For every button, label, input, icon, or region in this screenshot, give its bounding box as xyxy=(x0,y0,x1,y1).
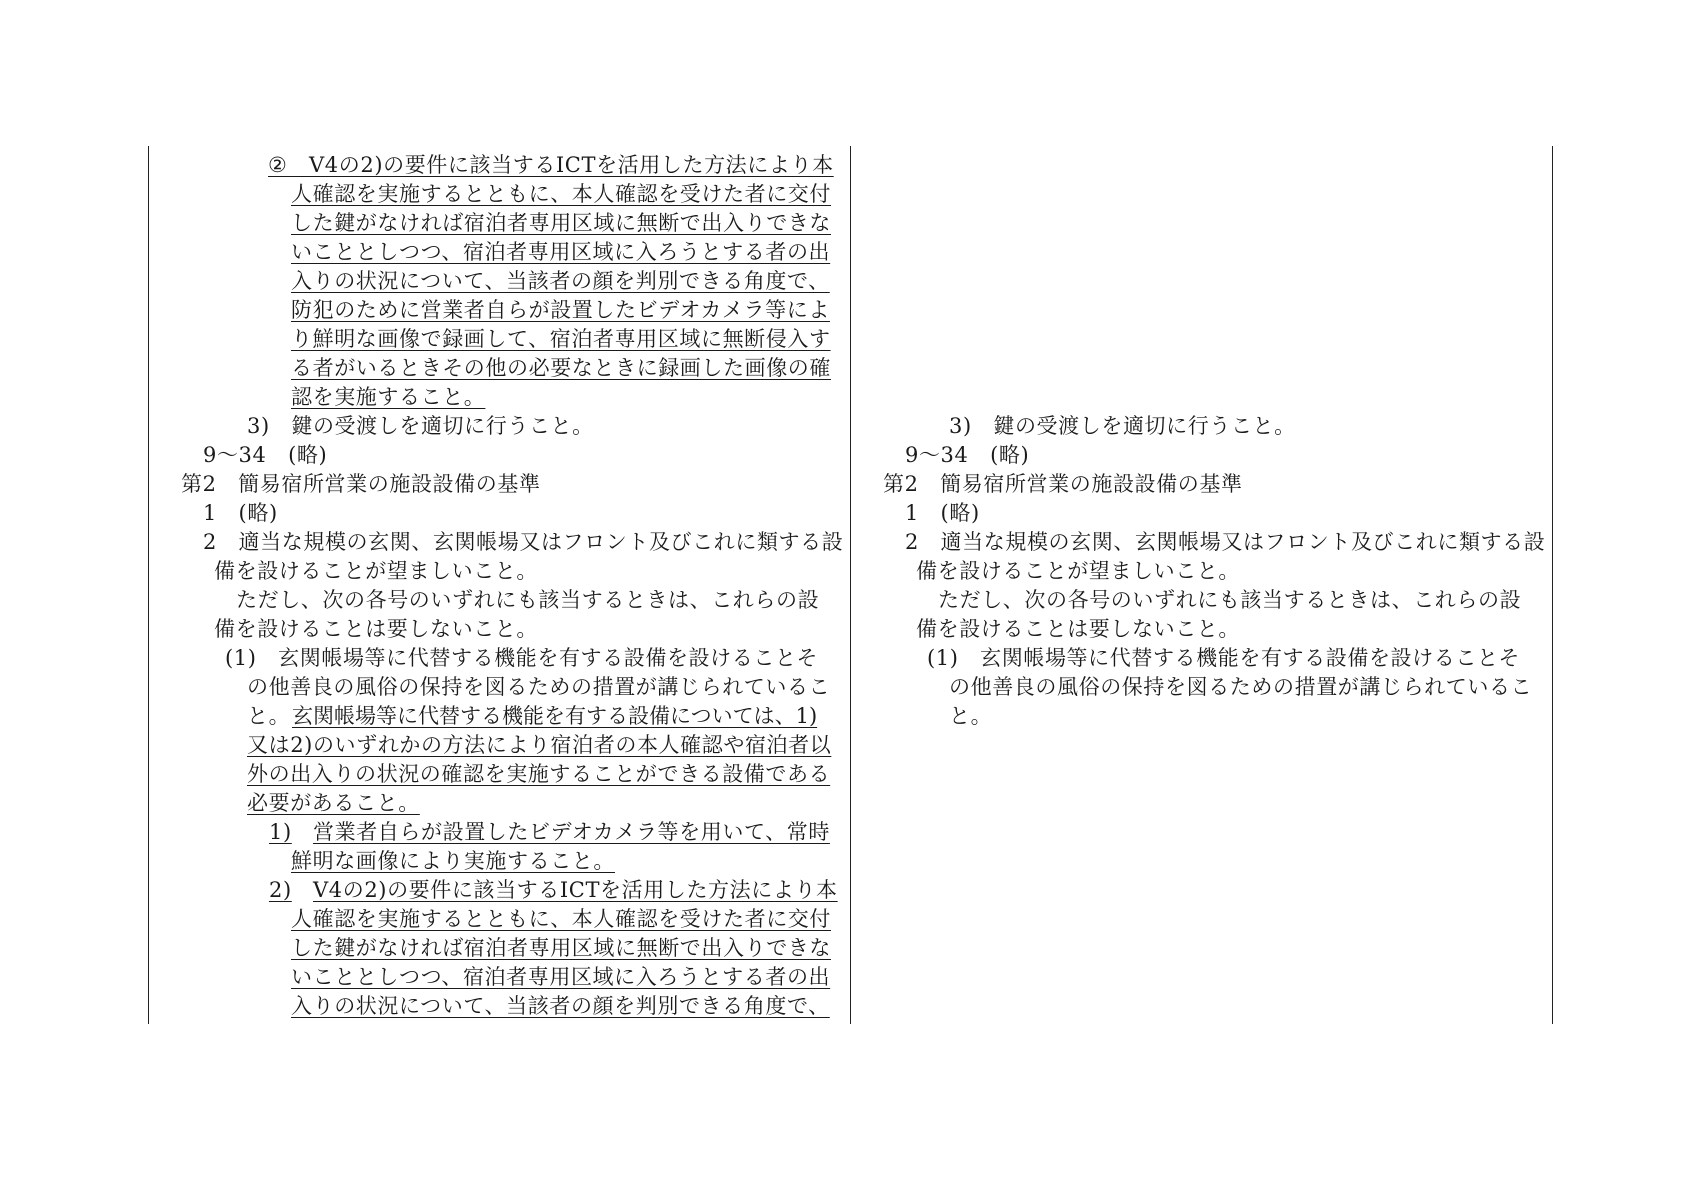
text-line: 2 適当な規模の玄関、玄関帳場又はフロント及びこれに類する設 xyxy=(905,530,1546,554)
text-line: 9～34 (略) xyxy=(905,443,1030,467)
text-line: ただし、次の各号のいずれにも該当するときは、これらの設 xyxy=(236,588,820,612)
text-line: (1) 玄関帳場等に代替する機能を有する設備を設けることそ xyxy=(225,646,819,670)
section-heading: 第2 簡易宿所営業の施設設備の基準 xyxy=(181,472,541,496)
text-line: 入りの状況について、当該者の顔を判別できる角度で、 xyxy=(291,269,830,293)
text-line: 備を設けることが望ましいこと。 xyxy=(916,559,1240,583)
table-border-right xyxy=(1552,146,1553,1024)
text-line: した鍵がなければ宿泊者専用区域に無断で出入りできな xyxy=(291,936,831,960)
section-heading: 第2 簡易宿所営業の施設設備の基準 xyxy=(883,472,1243,496)
text-line: 9～34 (略) xyxy=(203,443,328,467)
text-line: 3) 鍵の受渡しを適切に行うこと。 xyxy=(247,414,594,438)
text-line: ただし、次の各号のいずれにも該当するときは、これらの設 xyxy=(938,588,1522,612)
text-line: 認を実施すること。 xyxy=(291,385,486,409)
text-line: 1) xyxy=(269,820,292,844)
text-line: いこととしつつ、宿泊者専用区域に入ろうとする者の出 xyxy=(291,240,831,264)
text-line: 備を設けることは要しないこと。 xyxy=(916,617,1240,641)
text-line: 人確認を実施するとともに、本人確認を受けた者に交付 xyxy=(291,907,831,931)
table-border-left xyxy=(148,146,149,1024)
text-line: 2 適当な規模の玄関、玄関帳場又はフロント及びこれに類する設 xyxy=(203,530,844,554)
text-line: 必要があること。 xyxy=(247,791,420,815)
text-line: 鮮明な画像により実施すること。 xyxy=(291,849,615,873)
text-line: Ⅴ4の2)の要件に該当するICTを活用した方法により本 xyxy=(313,878,838,902)
text-line: (1) 玄関帳場等に代替する機能を有する設備を設けることそ xyxy=(927,646,1521,670)
text-line: 防犯のために営業者自らが設置したビデオカメラ等によ xyxy=(291,298,830,322)
text-line: る者がいるときその他の必要なときに録画した画像の確 xyxy=(291,356,831,380)
text-line: いこととしつつ、宿泊者専用区域に入ろうとする者の出 xyxy=(291,965,831,989)
text-line: 又は2)のいずれかの方法により宿泊者の本人確認や宿泊者以 xyxy=(247,733,832,757)
table-divider xyxy=(850,146,851,1024)
text-line: の他善良の風俗の保持を図るための措置が講じられているこ xyxy=(949,675,1533,699)
text-line: の他善良の風俗の保持を図るための措置が講じられているこ xyxy=(247,675,831,699)
text-line: 入りの状況について、当該者の顔を判別できる角度で、 xyxy=(291,994,830,1018)
text-line: と。 xyxy=(247,704,291,728)
text-line: 2) xyxy=(269,878,292,902)
text-line: 備を設けることが望ましいこと。 xyxy=(214,559,538,583)
text-line: 人確認を実施するとともに、本人確認を受けた者に交付 xyxy=(291,182,831,206)
text-line: 外の出入りの状況の確認を実施することができる設備である xyxy=(247,762,831,786)
text-line: り鮮明な画像で録画して、宿泊者専用区域に無断侵入す xyxy=(291,327,831,351)
text-line: 3) 鍵の受渡しを適切に行うこと。 xyxy=(949,414,1296,438)
text-line: ② Ⅴ4の2)の要件に該当するICTを活用した方法により本 xyxy=(268,153,834,177)
text-line: 1 (略) xyxy=(203,501,278,525)
text-line: と。 xyxy=(949,704,993,728)
text-line: 玄関帳場等に代替する機能を有する設備については、1) xyxy=(292,704,818,728)
text-line: 営業者自らが設置したビデオカメラ等を用いて、常時 xyxy=(313,820,830,844)
text-line: 1 (略) xyxy=(905,501,980,525)
text-line: 備を設けることは要しないこと。 xyxy=(214,617,538,641)
text-line: した鍵がなければ宿泊者専用区域に無断で出入りできな xyxy=(291,211,831,235)
